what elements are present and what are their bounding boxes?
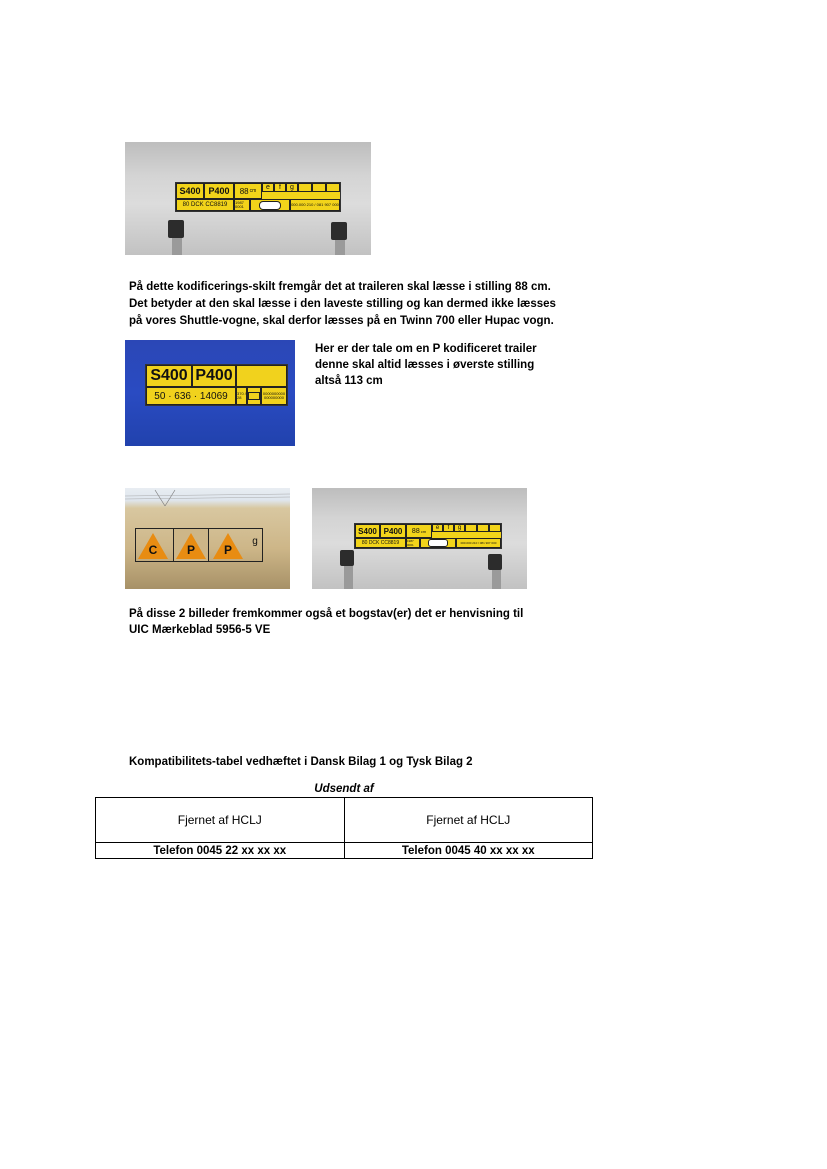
paragraph-line: Det betyder at den skal læsse i den laveste stilling og kan dermed ikke læsses [129,298,556,310]
plate-logo [250,199,290,211]
uic-logo-icon [259,201,281,210]
plate-number: 50 · 636 · 14069 [146,387,236,405]
plate-right-top: 0000000000 [262,391,286,396]
plate-empty-cell [312,183,326,192]
photo-p-coded-plate [125,340,295,446]
plate-p-code: P400 [192,365,236,387]
plate-right-text [261,387,287,405]
paragraph-line: UIC Mærkeblad 5956-5 VE [129,624,271,636]
paragraph-line: Her er der tale om en P kodificeret trailer [315,343,537,355]
sign-letter-p-boxed: P [186,543,195,557]
paragraph-compatibility-table [129,754,473,771]
plate-s-code: S400 [176,183,204,199]
table-caption: Udsendt af [314,783,374,795]
paragraph-uic-reference [129,606,523,638]
plate-empty-cell [236,365,287,387]
paragraph-line: på vores Shuttle-vogne, skal derfor læsses på en Twinn 700 eller Hupac vogn. [129,315,554,327]
coding-plate [175,182,341,212]
sign-letter-c: C [148,543,158,557]
table-row [96,798,593,843]
photo-coding-plate-88cm-second [312,488,527,589]
coding-plate [354,523,502,549]
plate-empty-cell [465,524,477,532]
paragraph-line: På dette kodificerings-skilt fremgår det at traileren skal læsse i stilling 88 cm. [129,281,551,293]
plate-letter-e: e [432,524,443,532]
plate-empty-cell [489,524,501,532]
paragraph-line: På disse 2 billeder fremkommer også et bogstav(er) det er henvisning til [129,608,524,620]
clamp-icon [331,222,347,240]
paragraph-88cm-explanation [129,279,556,330]
sender-phone-cell: Telefon 0045 40 xx xx xx [344,843,593,859]
plate-height-cell [234,183,262,199]
uic-logo-icon [248,392,260,400]
plate-height-unit: cm [420,528,427,534]
plate-empty-cell [298,183,312,192]
plate-code: 80 DCK CC8819 [176,199,234,211]
plate-height-value: 88 [411,527,420,535]
plate-small-left: 1987 0001 [234,199,250,211]
plate-height-cell [406,524,432,538]
plate-empty-cell [477,524,489,532]
plate-small: 370 / 28 [236,387,247,405]
table-row [96,843,593,859]
sender-phone-cell: Telefon 0045 22 xx xx xx [96,843,345,859]
clamp-icon [168,220,184,238]
photo-coding-plate-88cm [125,142,371,255]
plate-letter-f: f [443,524,454,532]
clamp-post [344,562,353,589]
photo-trailer-signs [125,488,290,589]
plate-small-right: 000.000 210 / 081 907 000 [290,199,340,211]
uic-logo-icon [428,539,448,547]
sender-name-cell: Fjernet af HCLJ [344,798,593,843]
clamp-icon [488,554,502,570]
plate-letter-g: g [454,524,465,532]
plate-empty-cell [326,183,340,192]
plate-small-left: 1987 0001 [406,538,420,548]
plate-small-right: 000.000 210 / 081 907 000 [456,538,501,548]
plate-logo [247,387,261,405]
plate-p-code: P400 [380,524,406,538]
plate-s-code: S400 [355,524,380,538]
plate-height-unit: cm [249,188,257,194]
power-lines-icon [125,488,290,508]
plate-s-code: S400 [146,365,192,387]
sender-name-cell: Fjernet af HCLJ [96,798,345,843]
paragraph-line: Kompatibilitets-tabel vedhæftet i Dansk Bilag 1 og Tysk Bilag 2 [129,756,473,768]
plate-letter-e: e [262,183,274,192]
coding-plate [145,364,288,406]
paragraph-p-coded [315,341,537,389]
plate-code: 80 DCK CC8819 [355,538,406,548]
plate-logo [420,538,456,548]
plate-letter-g: g [286,183,298,192]
sign-letter-g: g [252,536,258,547]
sender-table [95,797,593,859]
plate-right-bottom: 000000000 [263,395,285,400]
plate-height-value: 88 [239,186,249,196]
plate-letter-f: f [274,183,286,192]
sign-letter-p: P [223,543,232,557]
plate-p-code: P400 [204,183,234,199]
clamp-icon [340,550,354,566]
paragraph-line: altså 113 cm [315,375,383,387]
paragraph-line: denne skal altid læsses i øverste stilling [315,359,535,371]
